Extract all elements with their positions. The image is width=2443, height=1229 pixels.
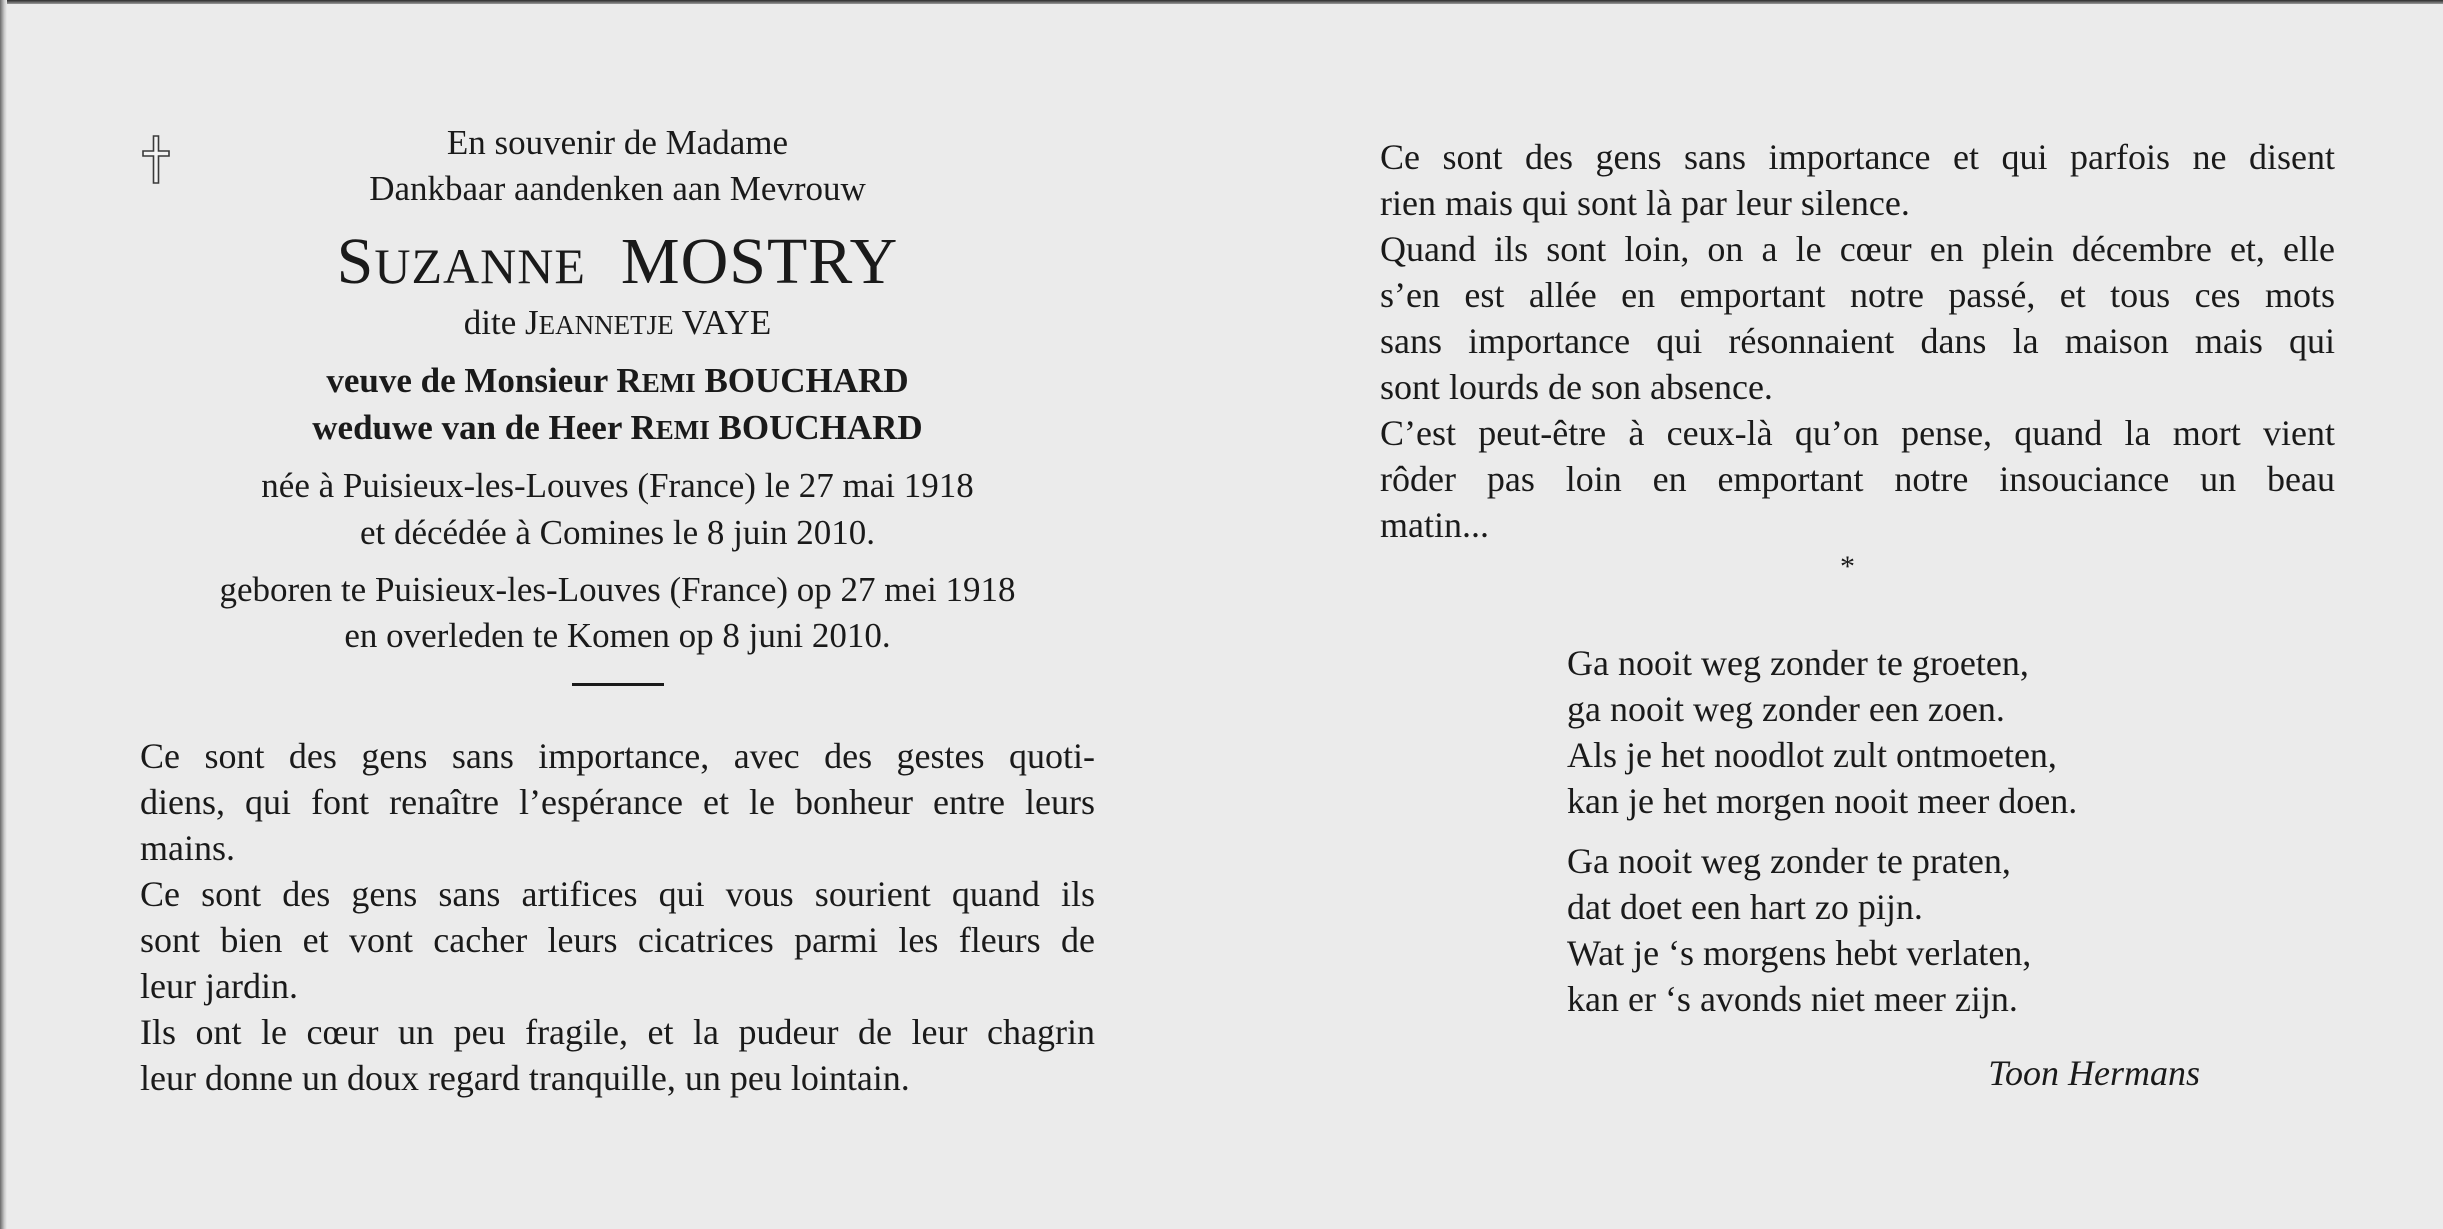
text-line: sans importance qui résonnaient dans la maison mais qui [1380,321,2335,361]
divider-rule [572,683,664,686]
widow-fr [140,358,1095,406]
spouse-first-nl: REMI [630,408,710,447]
souvenir-nl: Dankbaar aandenken aan Mevrouw [369,169,866,208]
poem-line: Ga nooit weg zonder te groeten, [1567,643,2029,683]
text-line: leur donne un doux regard tranquille, un peu lointain. [140,1058,910,1098]
spouse-last-nl: BOUCHARD [718,408,923,447]
alias-prefix: dite [463,303,517,342]
text-line: matin... [1380,505,1489,545]
spouse-last-fr: BOUCHARD [704,361,909,400]
text-line: leur jardin. [140,966,298,1006]
poem-author: Toon Hermans [1988,1053,2200,1093]
obituary-header [140,0,1095,700]
text-line: Ce sont des gens sans importance et qui parfois ne disent [1380,137,2335,177]
left-paragraph [140,733,1095,1101]
asterisk-separator: * [1840,550,1855,583]
text-line: sont bien et vont cacher leurs cicatrices parmi les fleurs de [140,920,1095,960]
text-line: diens, qui font renaître l’espérance et le bonheur entre leurs [140,782,1095,822]
text-line: Quand ils sont loin, on a le cœur en plein décembre et, elle [1380,229,2335,269]
deceased-name [140,222,1095,306]
widow-nl-prefix: weduwe van de Heer [312,408,622,447]
died-fr: et décédée à Comines le 8 juin 2010. [359,513,876,552]
souvenir-fr: En souvenir de Madame [446,123,789,162]
text-line: mains. [140,828,235,868]
poem-line: kan er ‘s avonds niet meer zijn. [1567,979,2018,1019]
last-name: MOSTRY [620,225,899,298]
poem-line: ga nooit weg zonder een zoen. [1567,689,2005,729]
text-line: C’est peut-être à ceux-là qu’on pense, quand la mort vient [1380,413,2335,453]
widow-fr-prefix: veuve de Monsieur [326,361,608,400]
text-line: Ce sont des gens sans artifices qui vous sourient quand ils [140,874,1095,914]
right-paragraph [1380,134,2335,548]
text-line: Ils ont le cœur un peu fragile, et la pudeur de leur chagrin [140,1012,1095,1052]
alias-first: JEANNETJE [525,303,674,342]
poem-line: Wat je ‘s morgens hebt verlaten, [1567,933,2032,973]
poem-stanza-1 [1567,640,2077,824]
born-nl: geboren te Puisieux-les-Louves (France) op 27 mei 1918 [219,570,1016,609]
poem-line: dat doet een hart zo pijn. [1567,887,1923,927]
first-name: SUZANNE [336,225,586,298]
poem-line: kan je het morgen nooit meer doen. [1567,781,2078,821]
alias-line [140,300,1095,348]
widow-nl [140,405,1095,453]
text-line: sont lourds de son absence. [1380,367,1773,407]
card-left-edge [0,0,7,1229]
spouse-first-fr: REMI [616,361,696,400]
text-line: rien mais qui sont là par leur silence. [1380,183,1910,223]
alias-last: VAYE [681,303,772,342]
text-line: rôder pas loin en emportant notre insouciance un beau [1380,459,2335,499]
born-fr: née à Puisieux-les-Louves (France) le 27 mai 1918 [261,466,974,505]
poem-line: Als je het noodlot zult ontmoeten, [1567,735,2057,775]
poem-line: Ga nooit weg zonder te praten, [1567,841,2011,881]
died-nl: en overleden te Komen op 8 juni 2010. [344,616,891,655]
poem-stanza-2 [1567,838,2031,1022]
text-line: Ce sont des gens sans importance, avec des gestes quoti- [140,736,1095,776]
text-line: s’en est allée en emportant notre passé, et tous ces mots [1380,275,2335,315]
